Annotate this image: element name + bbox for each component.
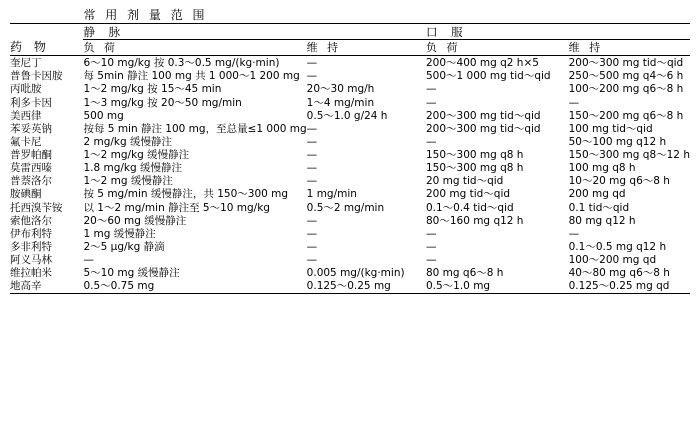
cell-iv-load: 1 mg 缓慢静注 [83,227,156,240]
cell-drug: 地高辛 [10,280,42,293]
header-sub-row [10,41,690,55]
cell-iv-maint: — [306,149,318,161]
cell-iv-maint: 1 mg/min [306,188,357,201]
cell-po-maint: 80 mg q12 h [568,214,636,227]
cell-po-load: — [425,254,437,266]
cell-iv-maint: 0.125～0.25 mg [306,280,391,293]
cell-iv-maint: — [306,240,318,253]
header-po: 口 服 [425,25,468,39]
cell-drug: 维拉帕米 [10,267,52,280]
cell-iv-maint: — [306,214,318,227]
cell-po-maint: 150～300 mg q8～12 h [568,149,690,161]
cell-po-maint: — [568,227,580,240]
cell-iv-maint: — [306,227,318,240]
cell-drug: 普萘洛尔 [10,175,52,188]
cell-iv-load: 1～2 mg/kg 缓慢静注 [83,149,190,161]
header-drug: 药 物 [10,40,50,55]
header-po-load: 负 荷 [425,41,461,55]
cell-po-maint: 250～500 mg q4～6 h [568,70,684,83]
table-bottom-rule-row [10,294,690,298]
cell-iv-maint: — [306,122,318,135]
cell-iv-maint: 1～4 mg/min [306,96,375,109]
cell-drug: 奎尼丁 [10,57,42,70]
cell-iv-load: 2～5 μg/kg 静滴 [83,240,165,253]
cell-iv-load: 按 5 mg/min 缓慢静注，共 150～300 mg [83,188,289,201]
table-row [10,136,690,149]
table-row [10,110,690,123]
cell-po-maint: 40～80 mg q6～8 h [568,267,670,280]
cell-po-load: 0.5～1.0 mg [425,280,491,293]
cell-po-maint: 0.1～0.5 mg q12 h [568,240,667,253]
cell-drug: 美西律 [10,109,42,122]
cell-iv-maint: 0.005 mg/(kg·min) [306,267,405,280]
cell-drug: 伊布利特 [10,227,52,240]
cell-iv-maint: — [306,162,318,175]
cell-iv-load: 按每 5 min 静注 100 mg，至总量≤1 000 mg [83,122,307,135]
header-iv-maint: 维 持 [306,41,342,55]
cell-iv-maint: — [306,254,318,266]
cell-iv-load: 1～3 mg/kg 按 20～50 mg/min [83,96,242,109]
table-row [10,175,690,188]
cell-iv-maint: — [306,175,318,188]
cell-iv-load: 20～60 mg 缓慢静注 [83,214,187,227]
cell-drug: 托西溴苄铵 [10,201,63,214]
cell-iv-load: — [83,254,94,266]
cell-po-load: 500～1 000 mg tid～qid [425,70,551,83]
cell-iv-load: 5～10 mg 缓慢静注 [83,267,180,280]
cell-po-maint: 100 mg tid～qid [568,122,653,135]
cell-drug: 莫雷西嗪 [10,162,52,175]
table-row [10,215,690,228]
table-body [10,57,690,297]
cell-po-load: — [425,227,437,240]
table-row [10,188,690,201]
cell-po-load: 200～300 mg tid～qid [425,122,541,135]
cell-po-load: 150～300 mg q8 h [425,149,524,161]
cell-po-maint: 200～300 mg tid～qid [568,57,684,70]
cell-po-maint: 100 mg q8 h [568,162,636,175]
table-row [10,202,690,215]
table-title: 常 用 剂 量 范 围 [83,8,208,22]
header-iv-load: 负 荷 [83,41,118,55]
bottom-rule [10,294,690,298]
header-iv: 静 脉 [83,25,126,39]
cell-iv-load: 1.8 mg/kg 缓慢静注 [83,162,183,175]
cell-po-load: 80～160 mg q12 h [425,214,524,227]
cell-iv-load: 每 5min 静注 100 mg 共 1 000～1 200 mg [83,70,300,83]
table-row [10,254,690,267]
table-row [10,228,690,241]
cell-iv-maint: — [306,70,318,83]
table-row [10,83,690,96]
table-header [10,8,690,57]
table-title-row [10,8,690,24]
cell-po-maint: 100～200 mg qd [568,254,657,266]
cell-po-maint: 150～200 mg q6～8 h [568,109,684,122]
table-row [10,149,690,162]
cell-drug: 索他洛尔 [10,214,52,227]
cell-iv-load: 以 1～2 mg/min 静注至 5～10 mg/kg [83,201,270,214]
cell-po-maint: 0.125～0.25 mg qd [568,280,670,293]
dosage-table [10,8,690,297]
cell-drug: 多非利特 [10,240,52,253]
cell-po-maint: 0.1 tid～qid [568,201,630,214]
cell-po-load: 200～300 mg tid～qid [425,109,541,122]
cell-iv-maint: 0.5～1.0 g/24 h [306,109,388,122]
cell-po-load: — [425,135,437,148]
cell-iv-load: 6～10 mg/kg 按 0.3～0.5 mg/(kg·min) [83,57,280,70]
cell-po-maint: 50～100 mg q12 h [568,135,667,148]
table-row [10,162,690,175]
cell-drug: 利多卡因 [10,96,52,109]
cell-po-load: 200 mg tid～qid [425,188,511,201]
cell-po-load: — [425,240,437,253]
table-row [10,97,690,110]
cell-iv-maint: 0.5～2 mg/min [306,201,385,214]
header-po-maint: 维 持 [568,41,604,55]
cell-drug: 胺碘酮 [10,188,42,201]
cell-drug: 阿义马林 [10,254,52,266]
table-row [10,280,690,294]
cell-iv-load: 0.5～0.75 mg [83,280,155,293]
cell-drug: 普鲁卡因胺 [10,70,63,83]
cell-drug: 丙吡胺 [10,83,42,96]
cell-po-load: — [425,96,437,109]
cell-po-load: 0.1～0.4 tid～qid [425,201,514,214]
table-row [10,241,690,254]
cell-po-load: 80 mg q6～8 h [425,267,504,280]
cell-po-maint: — [568,96,580,109]
cell-po-maint: 10～20 mg q6～8 h [568,175,670,188]
cell-iv-load: 500 mg [83,109,124,122]
cell-iv-maint: — [306,135,318,148]
cell-po-load: 150～300 mg q8 h [425,162,524,175]
cell-po-load: 20 mg tid～qid [425,175,504,188]
cell-iv-load: 2 mg/kg 缓慢静注 [83,135,173,148]
title-spacer [10,8,83,24]
cell-po-maint: 200 mg qd [568,188,626,201]
table-row [10,57,690,70]
cell-iv-maint: — [306,57,318,70]
cell-iv-load: 1～2 mg/kg 按 15～45 min [83,83,222,96]
cell-drug: 苯妥英钠 [10,122,52,135]
header-group-row [10,25,690,40]
table-row [10,267,690,280]
cell-po-maint: 100～200 mg q6～8 h [568,83,684,96]
cell-drug: 氟卡尼 [10,135,42,148]
cell-iv-maint: 20～30 mg/h [306,83,375,96]
cell-drug: 普罗帕酮 [10,149,52,161]
table-row [10,123,690,136]
cell-po-load: — [425,83,437,96]
cell-iv-load: 1～2 mg 缓慢静注 [83,175,173,188]
cell-po-load: 200～400 mg q2 h×5 [425,57,539,70]
table-row [10,70,690,83]
